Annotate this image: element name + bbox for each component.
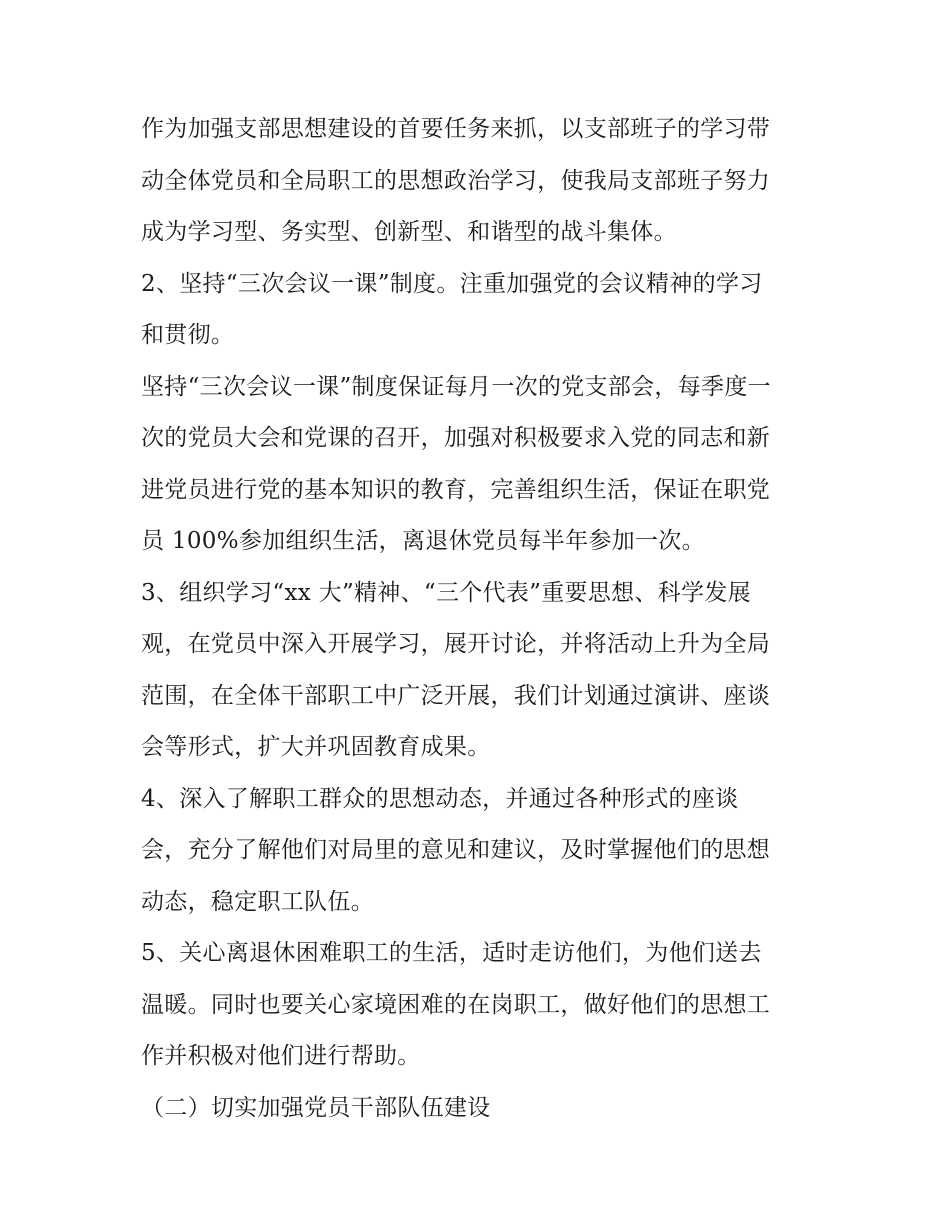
text-line: 2、坚持“三次会议一课”制度。注重加强党的会议精神的学习 bbox=[141, 270, 763, 297]
text-line: 4、深入了解职工群众的思想动态，并通过各种形式的座谈 bbox=[141, 785, 739, 812]
text-line: 5、关心离退休困难职工的生活，适时走访他们，为他们送去 bbox=[141, 940, 762, 966]
text-line: 和贯彻。 bbox=[141, 322, 235, 348]
text-line: 员 100%参加组织生活，离退休党员每半年参加一次。 bbox=[141, 528, 705, 554]
text-line: 成为学习型、务实型、创新型、和谐型的战斗集体。 bbox=[141, 219, 677, 245]
text-line: 动态，稳定职工队伍。 bbox=[141, 888, 374, 915]
text-line: 会，充分了解他们对局里的意见和建议，及时掌握他们的思想 bbox=[141, 837, 771, 863]
body-text bbox=[141, 104, 821, 1134]
text-line: 观，在党员中深入开展学习，展开讨论，并将活动上升为全局 bbox=[141, 631, 771, 657]
text-line: 坚持“三次会议一课”制度保证每月一次的党支部会，每季度一 bbox=[141, 373, 771, 400]
text-line: 作并积极对他们进行帮助。 bbox=[141, 1043, 421, 1069]
text-line: 会等形式，扩大并巩固教育成果。 bbox=[141, 734, 491, 760]
text-line: 3、组织学习“xx 大”精神、“三个代表”重要思想、科学发展 bbox=[141, 579, 751, 606]
text-line: 次的党员大会和党课的召开，加强对积极要求入党的同志和新 bbox=[141, 425, 771, 451]
text-line: 进党员进行党的基本知识的教育，完善组织生活，保证在职党 bbox=[141, 476, 771, 503]
text-line: 作为加强支部思想建设的首要任务来抓，以支部班子的学习带 bbox=[141, 116, 771, 142]
section-heading: （二）切实加强党员干部队伍建设 bbox=[141, 1094, 491, 1121]
text-line: 动全体党员和全局职工的思想政治学习，使我局支部班子努力 bbox=[141, 167, 771, 194]
text-line: 范围，在全体干部职工中广泛开展，我们计划通过演讲、座谈 bbox=[141, 682, 771, 709]
text-line: 温暖。同时也要关心家境困难的在岗职工，做好他们的思想工 bbox=[141, 991, 771, 1018]
